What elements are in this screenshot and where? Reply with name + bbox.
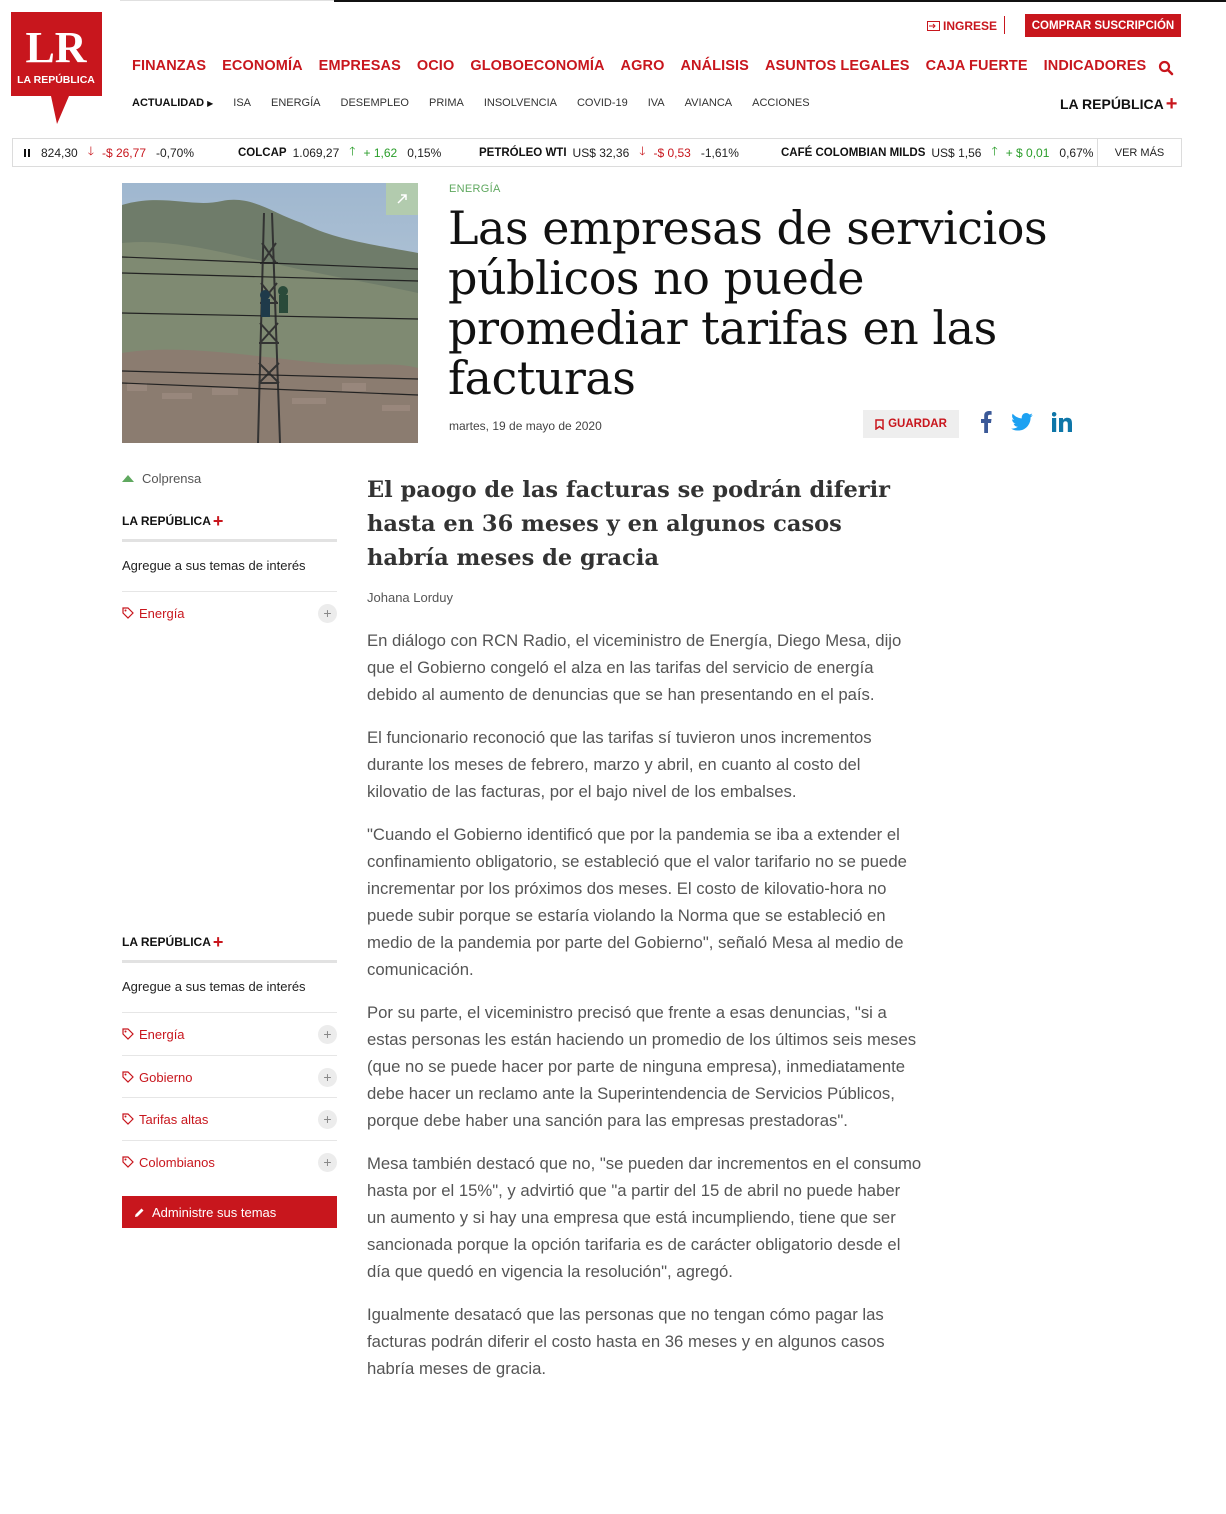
sub-nav-covid[interactable]: COVID-19 (576, 97, 628, 109)
login-icon (927, 21, 940, 31)
topic-tag[interactable] (122, 603, 337, 623)
ticker-change: -$ 26,77 (101, 145, 146, 160)
manage-topics-label: Administre sus temas (152, 1204, 277, 1220)
save-label: GUARDAR (888, 418, 947, 430)
pencil-icon (134, 1207, 145, 1218)
tag-icon (122, 607, 134, 619)
nav-indicadores[interactable]: INDICADORES (1043, 58, 1147, 74)
ticker-name: CAFÉ COLOMBIAN MILDS (781, 146, 926, 159)
ticker-value: 824,30 (41, 145, 78, 160)
plus-icon: + (212, 932, 224, 952)
expand-icon[interactable] (386, 183, 418, 215)
triangle-up-icon (122, 475, 134, 482)
nav-analisis[interactable]: ANÁLISIS (680, 58, 749, 74)
add-topic-button[interactable]: + (318, 1110, 337, 1129)
site-logo[interactable] (11, 12, 102, 124)
plus-icon: + (212, 511, 224, 531)
sidebar-brand-label (122, 932, 224, 952)
sub-nav-iva[interactable]: IVA (647, 97, 665, 109)
article-paragraph: Mesa también destacó que no, "se pueden dar incrementos en el consumo hasta por el 15%", y advirtió que "a partir del 15 de abril no puede haber un aumento y si hay una empresa que está incumpliendo, tiene que ser sancionada porque la opción tarifaria es de carácter obligatorio desde el día que quedó en vigencia la resolución", agregó. (367, 1154, 922, 1281)
article-paragraph: Por su parte, el viceministro precisó que frente a esas denuncias, "si a estas personas les están haciendo un promedio de los últimos seis meses (que no se puede hacer por parte de ninguna empresa), inmediatamente debe hacer un reclamo ante la Superintendencia de Servicios Públicos, porque debe haber una sanción para las empresas prestadoras". (367, 1003, 917, 1130)
topic-tag-label: Energía (139, 1026, 185, 1042)
tag-icon (122, 1071, 134, 1083)
add-topic-button[interactable]: + (318, 1025, 337, 1044)
section-kicker[interactable]: ENERGÍA (449, 183, 501, 195)
ticker-item[interactable] (479, 139, 739, 166)
add-topic-button[interactable]: + (318, 1153, 337, 1172)
sub-nav-title-label: ACTUALIDAD (132, 97, 205, 109)
sub-nav-avianca[interactable]: AVIANCA (684, 97, 733, 109)
sidebar-divider (122, 1097, 337, 1098)
nav-empresas[interactable]: EMPRESAS (318, 58, 401, 74)
article-date: martes, 19 de mayo de 2020 (449, 419, 602, 433)
article-paragraph: El funcionario reconoció que las tarifas sí tuvieron unos incrementos durante los meses de febrero, marzo y abril, en cuanto al costo del kilovatio de las facturas, por el bajo nivel de los embalses. (367, 728, 872, 801)
topic-tag[interactable] (122, 1024, 337, 1044)
ticker-item[interactable] (41, 139, 194, 166)
subscribe-button[interactable]: COMPRAR SUSCRIPCIÓN (1025, 14, 1181, 37)
sub-nav-acciones[interactable]: ACCIONES (752, 97, 810, 109)
arrow-up-icon: 🡑 (349, 144, 356, 158)
main-nav (132, 58, 1162, 74)
sub-nav (132, 97, 830, 109)
ticker-percent: 0,67% (1059, 145, 1094, 160)
save-button[interactable] (863, 410, 959, 438)
sidebar-divider (122, 539, 337, 542)
sidebar-brand-text: LA REPÚBLICA (122, 935, 211, 949)
sidebar-divider (122, 1012, 337, 1013)
svg-text:LA REPÚBLICA: LA REPÚBLICA (17, 74, 95, 86)
topics-prompt: Agregue a sus temas de interés (122, 979, 306, 994)
arrow-down-icon: 🡓 (87, 144, 94, 158)
nav-asuntos-legales[interactable]: ASUNTOS LEGALES (764, 58, 910, 74)
ticker-value: US$ 1,56 (931, 145, 982, 160)
login-label: INGRESE (943, 19, 998, 33)
sidebar-divider (122, 1055, 337, 1056)
sidebar-divider (122, 960, 337, 963)
ticker-change: + $ 0,01 (1005, 145, 1050, 160)
header-separator (1004, 16, 1005, 34)
ticker-name: PETRÓLEO WTI (479, 146, 567, 159)
ticker-value: US$ 32,36 (572, 145, 630, 160)
facebook-icon[interactable] (973, 410, 999, 434)
nav-caja-fuerte[interactable]: CAJA FUERTE (925, 58, 1028, 74)
top-divider (120, 0, 334, 1)
ticker-change: + 1,62 (363, 145, 398, 160)
photo-credit (122, 471, 201, 486)
linkedin-icon[interactable] (1049, 410, 1075, 434)
nav-economia[interactable]: ECONOMÍA (222, 58, 303, 74)
login-link[interactable] (927, 17, 997, 35)
tag-icon (122, 1113, 134, 1125)
article-paragraph: Igualmente desatacó que las personas que no tengan cómo pagar las facturas podrán diferir el costo hasta en 36 meses y en algunos casos habría meses de gracia. (367, 1305, 885, 1378)
article-paragraph: En diálogo con RCN Radio, el viceministro de Energía, Diego Mesa, dijo que el Gobierno congeló el alza en las tarifas del servicio de energía debido al aumento de denuncias que se han presentando en el país. (367, 631, 902, 704)
nav-globoeconomia[interactable]: GLOBOECONOMÍA (470, 58, 605, 74)
ticker-percent: 0,15% (407, 145, 442, 160)
sidebar-divider (122, 591, 337, 592)
sub-nav-title[interactable] (132, 97, 213, 109)
add-topic-button[interactable]: + (318, 1068, 337, 1087)
nav-ocio[interactable]: OCIO (416, 58, 455, 74)
article-paragraph: "Cuando el Gobierno identificó que por la pandemia se iba a extender el confinamiento obligatorio, se estableció que el valor tarifario no se puede incrementar por los próximos dos meses. El costo de kilovatio-hora no puede subir porque se estaría violando la Norma que se estableció en medio de la pandemia por parte del Gobierno", señaló Mesa al medio de comunicación. (367, 825, 907, 979)
arrow-up-icon: 🡑 (991, 144, 998, 158)
bookmark-icon (875, 419, 884, 430)
plus-icon: + (1165, 93, 1178, 115)
topic-tag-label: Energía (139, 605, 185, 621)
arrow-down-icon: 🡓 (639, 144, 646, 158)
pause-icon[interactable] (13, 139, 41, 166)
caret-right-icon: ▶ (207, 98, 214, 108)
sub-nav-isa[interactable]: ISA (233, 97, 251, 109)
premium-label: LA REPÚBLICA (1060, 96, 1164, 112)
ticker-value: 1.069,27 (292, 145, 340, 160)
sidebar-divider (122, 1140, 337, 1141)
article-lead: El paogo de las facturas se podrán diferir hasta en 36 meses y en algunos casos habría meses de gracia (367, 477, 891, 571)
topic-tag-label: Colombianos (139, 1154, 215, 1170)
sub-nav-desempleo[interactable]: DESEMPLEO (340, 97, 409, 109)
sidebar-brand-text: LA REPÚBLICA (122, 514, 211, 528)
svg-text:LR: LR (25, 23, 87, 72)
article-title: Las empresas de servicios públicos no puede promediar tarifas en las facturas (448, 201, 1048, 405)
topic-tag[interactable] (122, 1067, 337, 1087)
ticker-more-button[interactable]: VER MÁS (1097, 139, 1181, 166)
add-topic-button[interactable]: + (318, 604, 337, 623)
tag-icon (122, 1156, 134, 1168)
nav-agro[interactable]: AGRO (620, 58, 665, 74)
topics-prompt: Agregue a sus temas de interés (122, 558, 306, 573)
sidebar-brand-label (122, 511, 224, 531)
manage-topics-button[interactable] (122, 1196, 337, 1228)
topic-tag-label: Tarifas altas (139, 1111, 209, 1127)
ticker-name: COLCAP (238, 146, 287, 159)
ticker-percent: -0,70% (156, 145, 195, 160)
ticker-change: -$ 0,53 (653, 145, 691, 160)
sub-nav-energia[interactable]: ENERGÍA (271, 97, 321, 109)
photo-credit-label: Colprensa (142, 471, 202, 486)
sub-nav-insolvencia[interactable]: INSOLVENCIA (483, 97, 557, 109)
article-author[interactable]: Johana Lorduy (367, 590, 454, 605)
ticker-item[interactable] (238, 139, 441, 166)
premium-link[interactable] (1060, 93, 1178, 115)
sub-nav-prima[interactable]: PRIMA (428, 97, 464, 109)
article-body (367, 627, 923, 1398)
tag-icon (122, 1028, 134, 1040)
topic-tag[interactable] (122, 1152, 337, 1172)
search-icon[interactable] (1158, 60, 1174, 76)
ticker-track (41, 139, 1101, 166)
topic-tag[interactable] (122, 1109, 337, 1129)
article-photo (122, 183, 418, 443)
ticker-item[interactable] (781, 139, 1093, 166)
twitter-icon[interactable] (1009, 410, 1035, 434)
topic-tag-label: Gobierno (139, 1069, 193, 1085)
nav-finanzas[interactable]: FINANZAS (132, 58, 207, 74)
top-divider-dark (334, 0, 1226, 2)
market-ticker (12, 138, 1182, 167)
ticker-percent: -1,61% (700, 145, 739, 160)
